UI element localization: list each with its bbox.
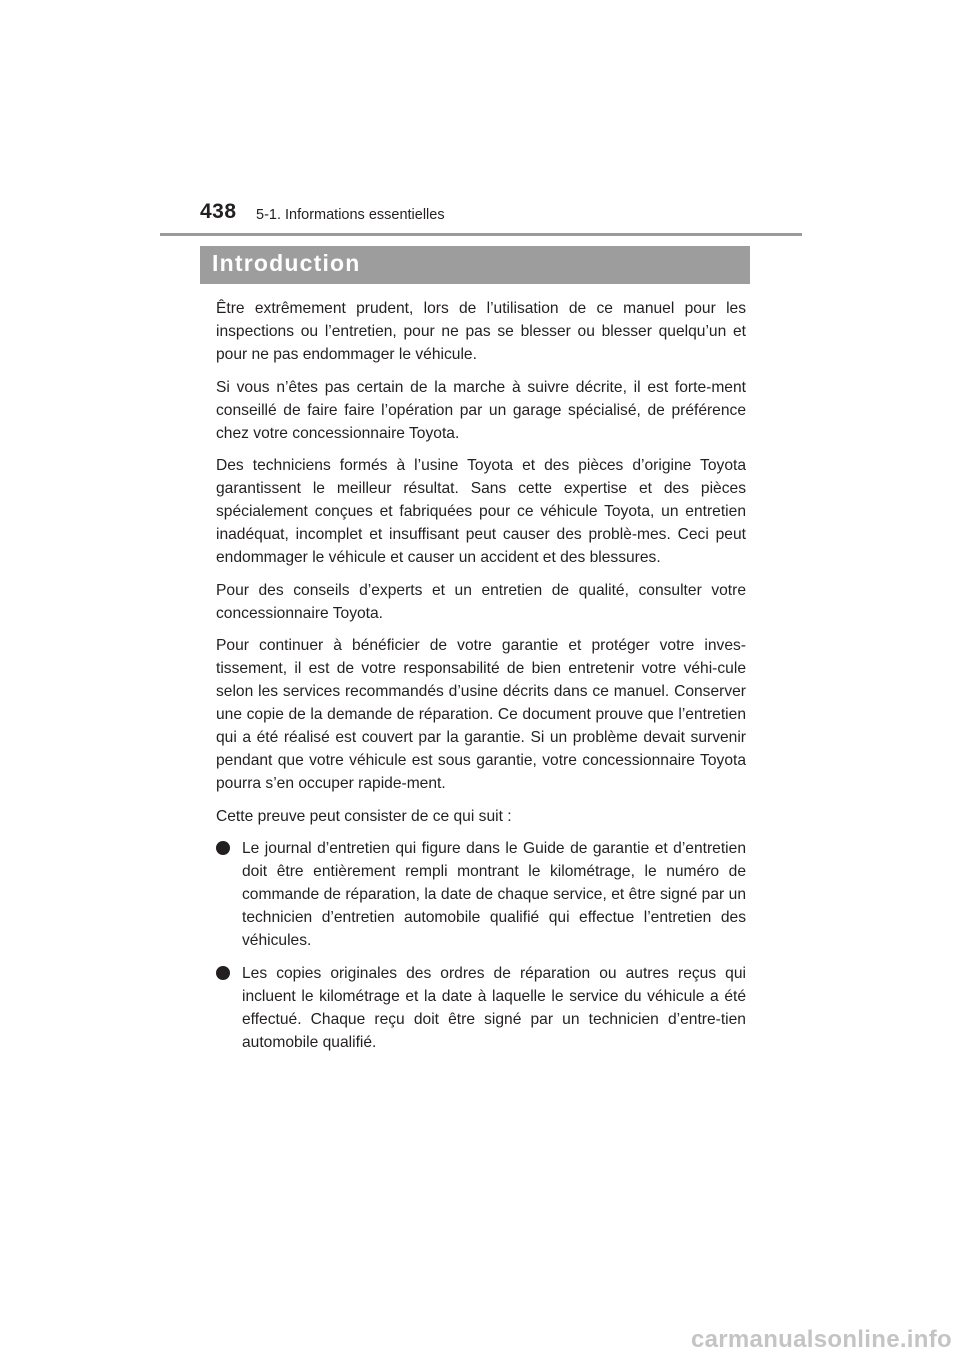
- page-title: Introduction: [212, 250, 361, 276]
- paragraph: Des techniciens formés à l’usine Toyota et des pièces d’origine Toyota garantissent le meilleur résultat. Sans cette expertise et des pièces spécialement conçues et fabriquées pour ce véhicule Toyota, un entretien inadéquat, incomplet et insuffisant peut causer des problè-mes. Ceci peut endommager le véhicule et causer un accident et des blessures.: [216, 457, 746, 566]
- header-rule: [160, 233, 802, 236]
- list-item-text: Le journal d’entretien qui figure dans le Guide de garantie et d’entretien doit être entièrement rempli montrant le kilométrage, le numéro de commande de réparation, la date de chaque service, et être signé par un technicien d’entretien automobile qualifié qui effectue l’entretien des véhicules.: [242, 840, 746, 949]
- paragraph: Pour continuer à bénéficier de votre garantie et protéger votre inves-tissement, il est de votre responsabilité de bien entretenir votre véhi-cule selon les services recommandés d’usine décrits dans ce manuel. Conserver une copie de la demande de réparation. Ce document prouve que l’entretien qui a été réalisé est couvert par la garantie. Si un problème devait survenir pendant que votre véhicule est sous garantie, votre concessionnaire Toyota pourra s’en occuper rapide-ment.: [216, 637, 746, 792]
- list-item-text: Les copies originales des ordres de réparation ou autres reçus qui incluent le kilométrage et la date à laquelle le service du véhicule a été effectué. Chaque reçu doit être signé par un technicien d’entre-tien automobile qualifié.: [242, 964, 746, 1051]
- title-bar: [200, 246, 750, 284]
- section-label: 5-1. Informations essentielles: [256, 207, 445, 223]
- list-item: [216, 962, 746, 1054]
- paragraph: Être extrêmement prudent, lors de l’utilisation de ce manuel pour les inspections ou l’entretien, pour ne pas se blesser ou blesser quelqu’un et pour ne pas endommager le véhicule.: [216, 300, 746, 363]
- page-number: 438: [200, 200, 237, 223]
- list-intro: Cette preuve peut consister de ce qui suit :: [216, 807, 512, 825]
- watermark: carmanualsonline.info: [690, 1326, 952, 1353]
- content: [216, 297, 746, 1063]
- paragraph: Si vous n’êtes pas certain de la marche à suivre décrite, il est forte-ment conseillé de faire faire l’opération par un garage spécialisé, de préférence chez votre concessionnaire Toyota.: [216, 378, 746, 442]
- bullet-icon: [216, 841, 230, 855]
- paragraph: Pour des conseils d’experts et un entretien de qualité, consulter votre concessionnaire Toyota.: [216, 581, 746, 622]
- bullet-icon: [216, 966, 230, 980]
- list-item: [216, 837, 746, 952]
